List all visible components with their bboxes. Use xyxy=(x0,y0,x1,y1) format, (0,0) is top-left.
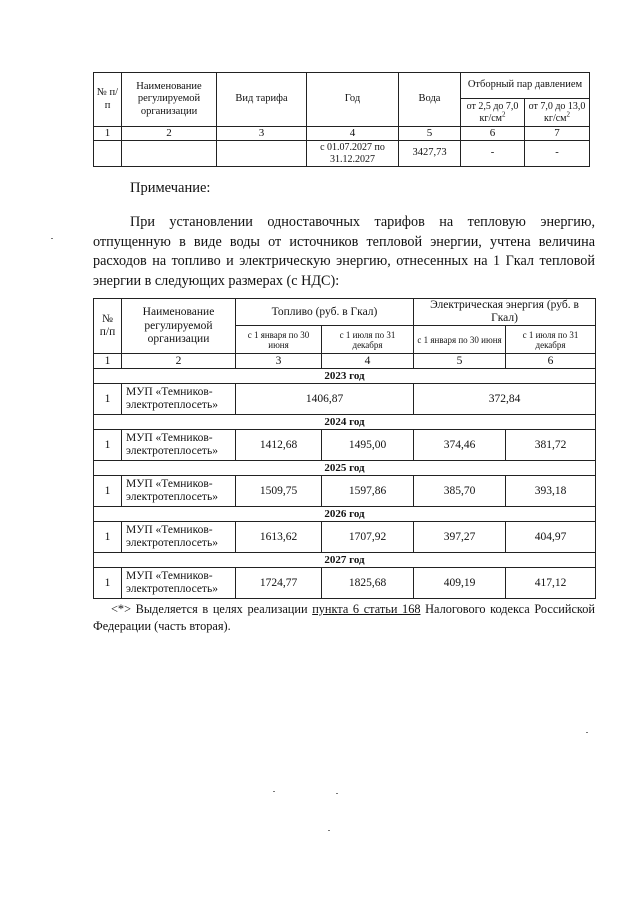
law-link[interactable]: пункта 6 статьи 168 xyxy=(312,602,421,616)
col-number: 4 xyxy=(307,127,399,141)
footnote-text: Налогового кодекса Российской Федерации (часть вторая). xyxy=(93,602,595,633)
col-number: 3 xyxy=(217,127,307,141)
electric-h2: 404,97 xyxy=(506,522,596,553)
row-num: 1 xyxy=(94,476,122,507)
row-num: 1 xyxy=(94,430,122,461)
org-name: МУП «Темников-электротеплосеть» xyxy=(122,430,236,461)
col-number: 1 xyxy=(94,354,122,369)
col-number: 2 xyxy=(122,354,236,369)
header-period-h2: с 1 июля по 31 декабря xyxy=(322,326,414,354)
fuel-h2: 1495,00 xyxy=(322,430,414,461)
scan-speck xyxy=(336,793,338,794)
electric-h1: 409,19 xyxy=(414,568,506,599)
header-steam-b: от 7,0 до 13,0 $кг/см^2$ xyxy=(525,99,590,127)
note-title: Примечание: xyxy=(130,180,211,196)
col-number: 6 xyxy=(506,354,596,369)
header-water: Вода xyxy=(399,73,461,127)
col-number: 3 xyxy=(236,354,322,369)
footnote-text: <*> Выделяется в целях реализации xyxy=(111,602,313,616)
header-period-h1: с 1 января по 30 июня xyxy=(236,326,322,354)
year-row: 2026 год xyxy=(94,507,596,522)
cell-water: 3427,73 xyxy=(399,141,461,167)
fuel-h2: 1825,68 xyxy=(322,568,414,599)
row-num: 1 xyxy=(94,384,122,415)
header-num: № п/п xyxy=(94,73,122,127)
scan-speck xyxy=(586,732,588,733)
scan-speck xyxy=(328,830,330,831)
electric-h1: 374,46 xyxy=(414,430,506,461)
fuel-h1: 1412,68 xyxy=(236,430,322,461)
col-number: 2 xyxy=(122,127,217,141)
year-row: 2025 год xyxy=(94,461,596,476)
org-name: МУП «Темников-электротеплосеть» xyxy=(122,384,236,415)
electric-h2: 381,72 xyxy=(506,430,596,461)
col-number: 5 xyxy=(399,127,461,141)
cell-empty xyxy=(122,141,217,167)
header-electric: Электрическая энергия (руб. в Гкал) xyxy=(414,299,596,326)
year-row: 2023 год xyxy=(94,369,596,384)
electric-h1: 385,70 xyxy=(414,476,506,507)
cell-empty xyxy=(94,141,122,167)
scan-speck xyxy=(51,238,53,239)
electric-h2: 417,12 xyxy=(506,568,596,599)
col-number: 5 xyxy=(414,354,506,369)
cell-empty xyxy=(217,141,307,167)
fuel-h1: 1724,77 xyxy=(236,568,322,599)
row-num: 1 xyxy=(94,522,122,553)
year-row: 2024 год xyxy=(94,415,596,430)
cell-steam-a: - xyxy=(461,141,525,167)
col-number: 7 xyxy=(525,127,590,141)
col-number: 6 xyxy=(461,127,525,141)
electric-h1: 397,27 xyxy=(414,522,506,553)
electric-value: 372,84 xyxy=(414,384,596,415)
fuel-h2: 1707,92 xyxy=(322,522,414,553)
electric-h2: 393,18 xyxy=(506,476,596,507)
org-name: МУП «Темников-электротеплосеть» xyxy=(122,476,236,507)
header-num: № п/п xyxy=(94,299,122,354)
col-number: 4 xyxy=(322,354,414,369)
cell-steam-b: - xyxy=(525,141,590,167)
fuel-h2: 1597,86 xyxy=(322,476,414,507)
header-tariff: Вид тарифа xyxy=(217,73,307,127)
footnote xyxy=(93,601,595,635)
fuel-h1: 1509,75 xyxy=(236,476,322,507)
year-row: 2027 год xyxy=(94,553,596,568)
row-num: 1 xyxy=(94,568,122,599)
tariff-table xyxy=(93,72,590,167)
org-name: МУП «Темников-электротеплосеть» xyxy=(122,568,236,599)
cell-period: с 01.07.2027 по 31.12.2027 xyxy=(307,141,399,167)
scan-speck xyxy=(273,791,275,792)
header-fuel: Топливо (руб. в Гкал) xyxy=(236,299,414,326)
col-number: 1 xyxy=(94,127,122,141)
note-paragraph: При установлении одноставочных тарифов на тепловую энергию, отпущенную в виде воды от источников тепловой энергии, учтена величина расходов на топливо и электрическую энергию, отнесенных на 1 Гкал тепловой энергии в следующих размерах (с НДС): xyxy=(93,214,595,289)
fuel-energy-table xyxy=(93,298,596,599)
header-year: Год xyxy=(307,73,399,127)
header-period-h1: с 1 января по 30 июня xyxy=(414,326,506,354)
header-period-h2: с 1 июля по 31 декабря xyxy=(506,326,596,354)
header-org: Наименование регулируемой организации xyxy=(122,73,217,127)
header-org: Наименование регулируемой организации xyxy=(122,299,236,354)
fuel-h1: 1613,62 xyxy=(236,522,322,553)
org-name: МУП «Темников-электротеплосеть» xyxy=(122,522,236,553)
fuel-value: 1406,87 xyxy=(236,384,414,415)
header-steam: Отборный пар давлением xyxy=(461,73,590,99)
header-steam-a: от 2,5 до 7,0 $кг/см^2$ xyxy=(461,99,525,127)
